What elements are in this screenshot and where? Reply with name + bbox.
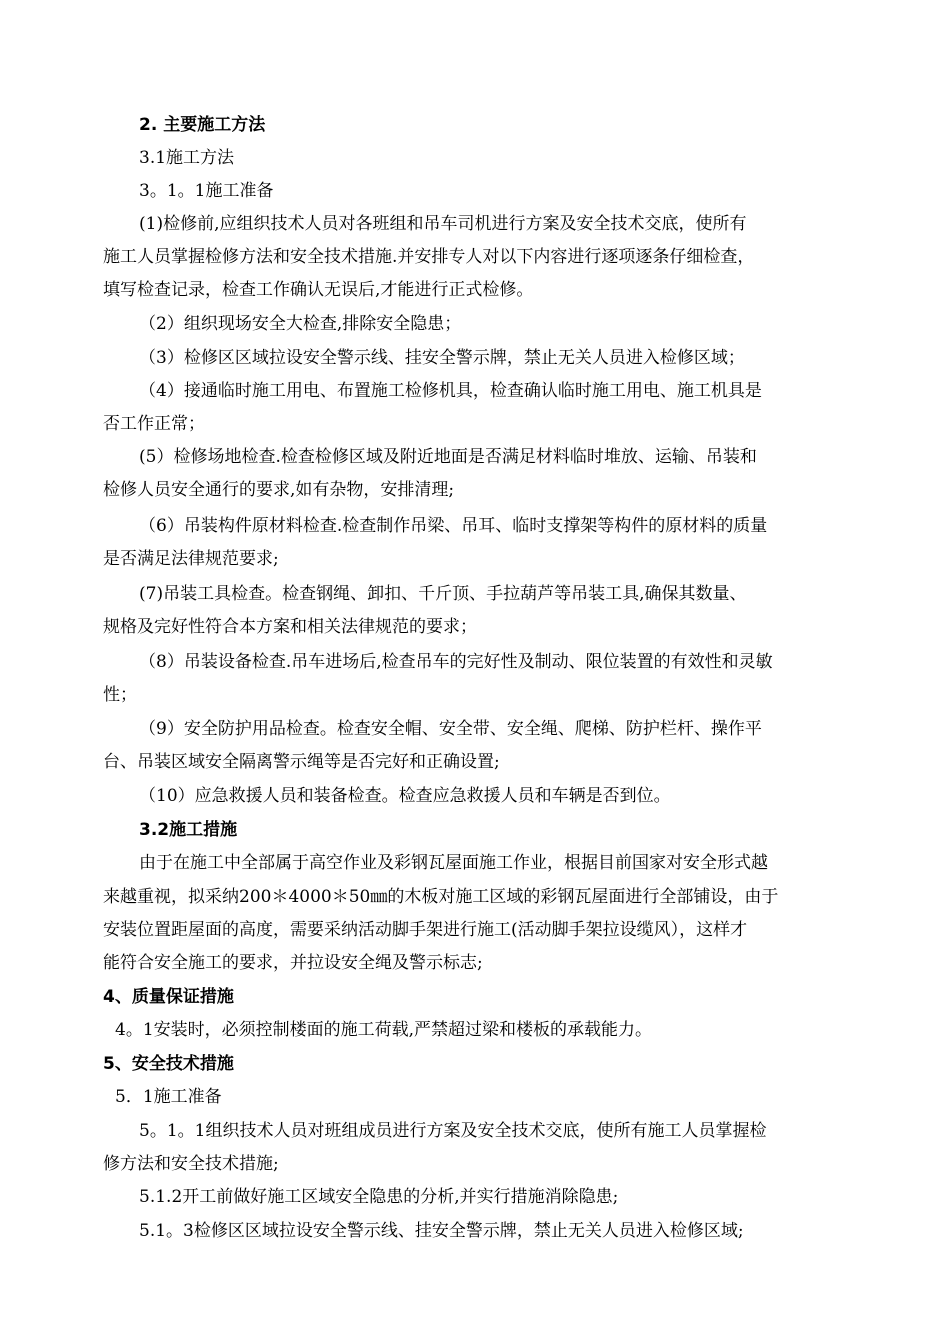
paragraph-line: 5。1。1组织技术人员对班组成员进行方案及安全技术交底，使所有施工人员掌握检 — [139, 1121, 767, 1141]
paragraph-line: 施工人员掌握检修方法和安全技术措施.并安排专人对以下内容进行逐项逐条仔细检查， — [103, 247, 755, 267]
list-item-6-cont: 是否满足法律规范要求; — [103, 549, 279, 569]
paragraph-line: 能符合安全施工的要求，并拉设安全绳及警示标志; — [103, 953, 483, 973]
list-item-9: （9）安全防护用品检查。检查安全帽、安全带、安全绳、爬梯、防护栏杆、操作平 — [139, 719, 762, 739]
list-item-9-cont: 台、吊装区域安全隔离警示绳等是否完好和正确设置; — [103, 752, 500, 772]
list-item-3: （3）检修区区域拉设安全警示线、挂安全警示牌，禁止无关人员进入检修区域； — [139, 348, 745, 368]
paragraph-line: 安装位置距屋面的高度，需要采纳活动脚手架进行施工(活动脚手架拉设缆风），这样才 — [103, 920, 748, 940]
list-item-5: (5）检修场地检查.检查检修区域及附近地面是否满足材料临时堆放、运输、吊装和 — [139, 447, 757, 467]
subheading-3-2: 3.2施工措施 — [139, 820, 238, 840]
heading-safety: 5、安全技术措施 — [103, 1054, 234, 1074]
list-item-10: （10）应急救援人员和装备检查。检查应急救援人员和车辆是否到位。 — [139, 786, 671, 806]
heading-main-methods: 2. 主要施工方法 — [139, 115, 266, 135]
list-item-8-cont: 性； — [103, 685, 137, 705]
list-item-7: (7)吊装工具检查。检查钢绳、卸扣、千斤顶、手拉葫芦等吊装工具,确保其数量、 — [139, 584, 747, 604]
paragraph-line: 修方法和安全技术措施; — [103, 1154, 279, 1174]
subheading-3-1-1: 3。1。1施工准备 — [139, 181, 274, 201]
paragraph-line: 5.1。3检修区区域拉设安全警示线、挂安全警示牌，禁止无关人员进入检修区域; — [139, 1221, 744, 1241]
list-item-6: （6）吊装构件原材料检查.检查制作吊梁、吊耳、临时支撑架等构件的原材料的质量 — [139, 516, 768, 536]
subheading-3-1: 3.1施工方法 — [139, 148, 235, 168]
subheading-5-1: 5．1施工准备 — [115, 1087, 222, 1107]
paragraph-line: 5.1.2开工前做好施工区域安全隐患的分析,并实行措施消除隐患; — [139, 1187, 619, 1207]
list-item-2: （2）组织现场安全大检查,排除安全隐患； — [139, 314, 462, 334]
list-item-5-cont: 检修人员安全通行的要求,如有杂物，安排清理; — [103, 480, 455, 500]
paragraph-line: 由于在施工中全部属于高空作业及彩钢瓦屋面施工作业，根据目前国家对安全形式越 — [139, 853, 768, 873]
paragraph-line: 填写检查记录，检查工作确认无误后,才能进行正式检修。 — [103, 280, 534, 300]
list-item-8: （8）吊装设备检查.吊车进场后,检查吊车的完好性及制动、限位装置的有效性和灵敏 — [139, 652, 773, 672]
paragraph-line: 4。1安装时，必须控制楼面的施工荷载,严禁超过梁和楼板的承载能力。 — [115, 1020, 653, 1040]
list-item-4-cont: 否工作正常； — [103, 414, 205, 434]
paragraph-line: 来越重视，拟采纳200＊4000＊50㎜的木板对施工区域的彩钢瓦屋面进行全部铺设，由于 — [103, 887, 779, 907]
list-item-4: （4）接通临时施工用电、布置施工检修机具，检查确认临时施工用电、施工机具是 — [139, 381, 762, 401]
list-item-7-cont: 规格及完好性符合本方案和相关法律规范的要求； — [103, 617, 477, 637]
heading-quality: 4、质量保证措施 — [103, 987, 234, 1007]
paragraph-line: (1)检修前,应组织技术人员对各班组和吊车司机进行方案及安全技术交底，使所有 — [139, 214, 747, 234]
